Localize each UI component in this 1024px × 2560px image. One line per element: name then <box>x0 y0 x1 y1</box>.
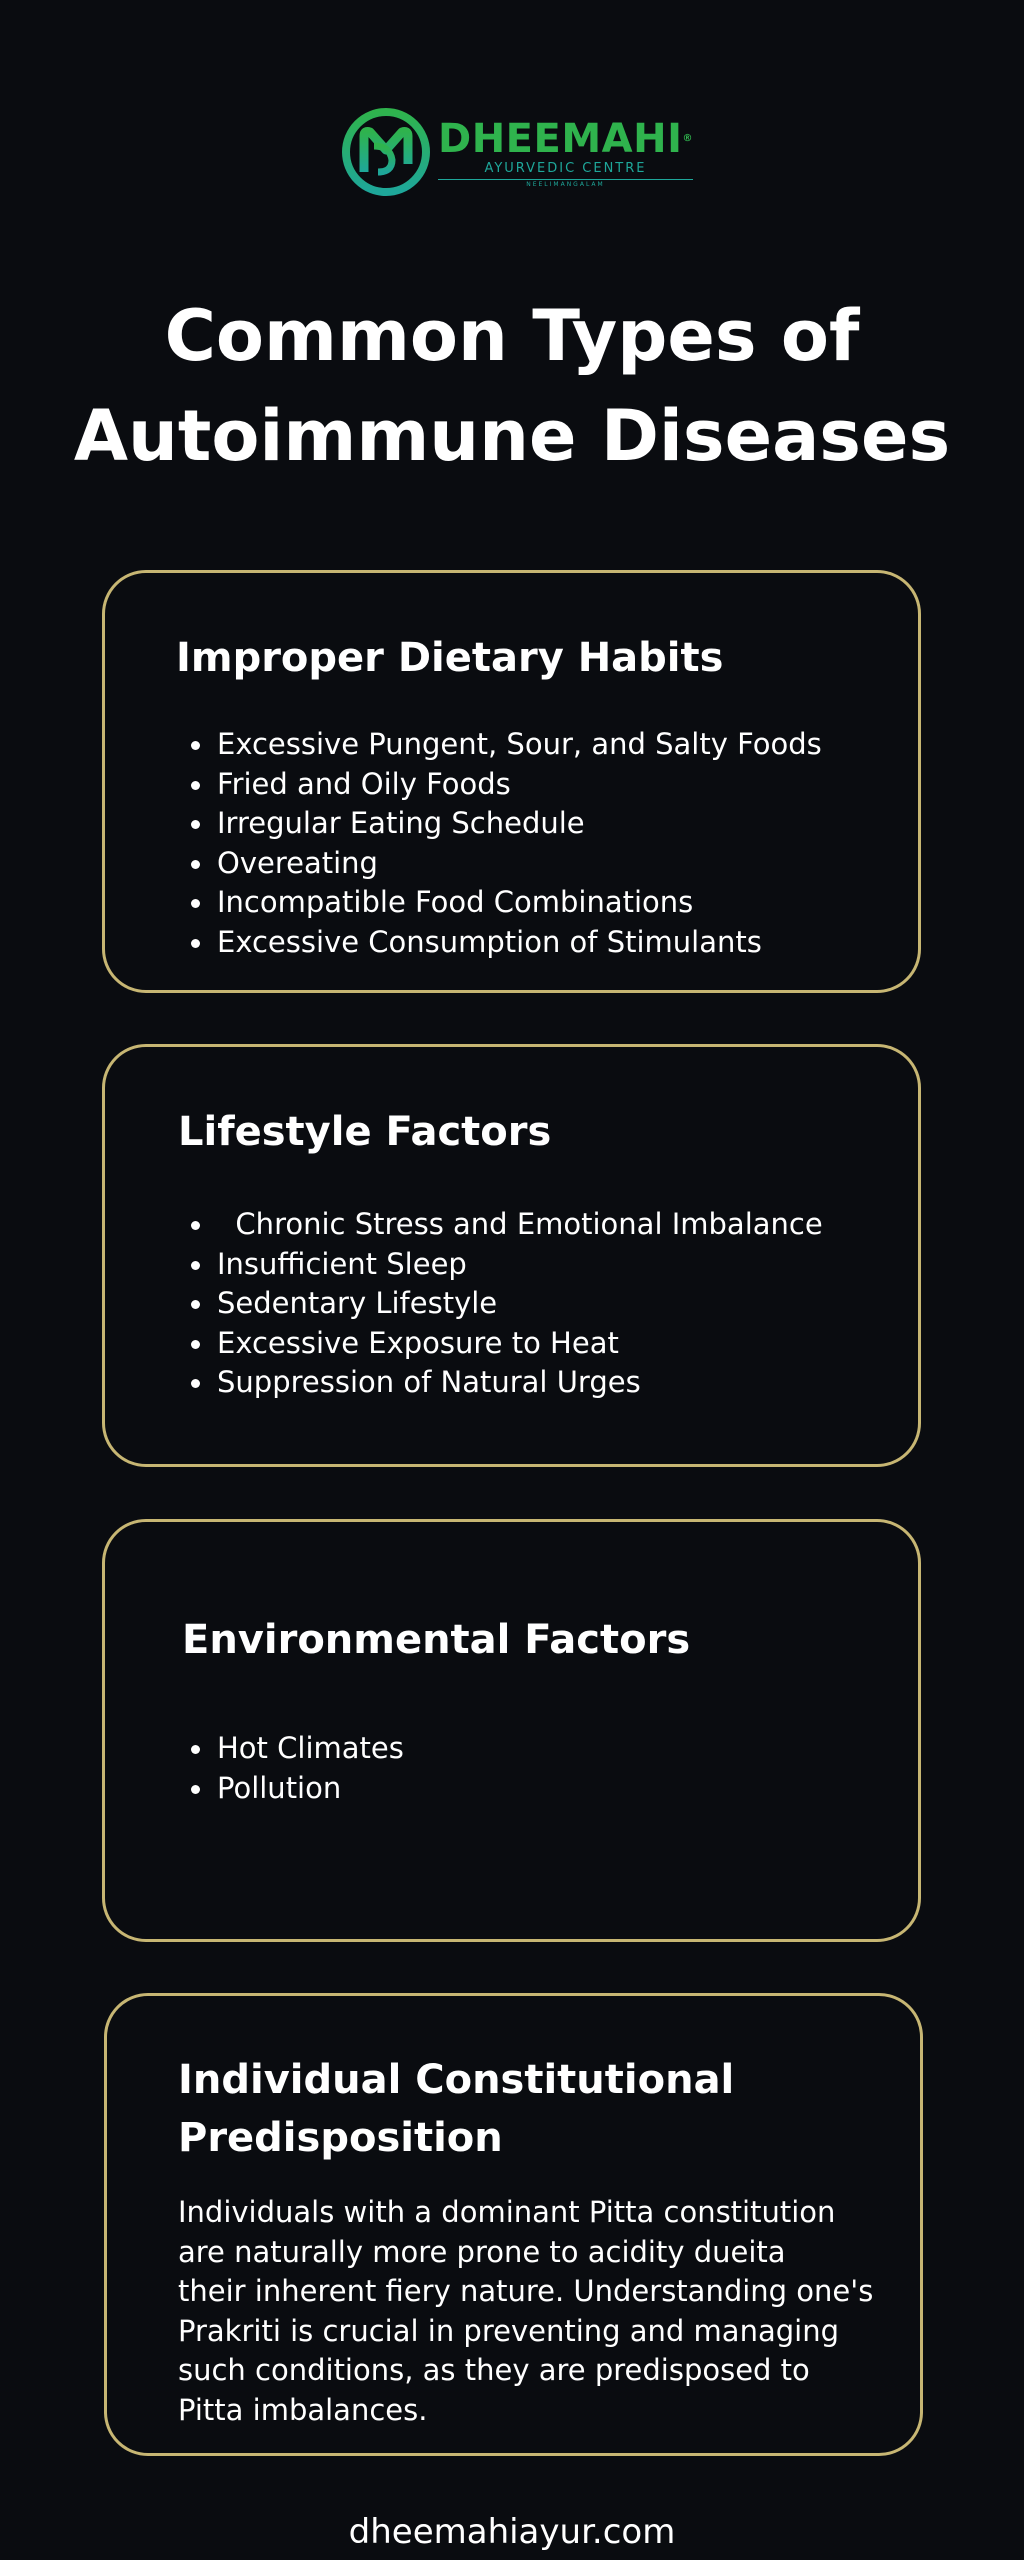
bullet-icon <box>191 1379 200 1388</box>
list-item: Excessive Consumption of Stimulants <box>217 923 822 963</box>
card-heading-line-2: Predisposition <box>178 2115 503 2161</box>
card-dietary-habits <box>102 570 921 993</box>
footer-website-link[interactable]: dheemahiayur.com <box>348 2512 676 2552</box>
paragraph-line: their inherent fiery nature. Understanding one's <box>178 2274 874 2309</box>
card-list <box>217 725 822 963</box>
list-item: Irregular Eating Schedule <box>217 804 822 844</box>
card-environmental-factors <box>102 1519 921 1942</box>
card-heading: Lifestyle Factors <box>178 1109 552 1155</box>
bullet-icon <box>191 820 200 829</box>
bullet-icon <box>191 781 200 790</box>
card-heading-line-1: Individual Constitutional <box>178 2057 735 2103</box>
card-heading: Improper Dietary Habits <box>176 635 724 681</box>
list-item: Chronic Stress and Emotional Imbalance <box>217 1205 823 1245</box>
card-list <box>217 1205 823 1403</box>
list-item: Insufficient Sleep <box>217 1245 823 1285</box>
list-item: Sedentary Lifestyle <box>217 1284 823 1324</box>
bullet-icon <box>191 1221 200 1230</box>
list-item: Excessive Pungent, Sour, and Salty Foods <box>217 725 822 765</box>
logo-name: DHEEMAHI <box>438 115 683 162</box>
bullet-icon <box>191 1745 200 1754</box>
bullet-icon <box>191 1785 200 1794</box>
list-item: Hot Climates <box>217 1729 404 1769</box>
paragraph-line: are naturally more prone to acidity dueita <box>178 2234 786 2269</box>
bullet-icon <box>191 1261 200 1270</box>
bullet-icon <box>191 1300 200 1309</box>
list-item: Suppression of Natural Urges <box>217 1363 823 1403</box>
list-item: Fried and Oily Foods <box>217 765 822 805</box>
card-list <box>217 1729 404 1808</box>
card-heading <box>178 2051 734 2167</box>
logo-location: NEELIMANGALAM <box>438 179 693 188</box>
registered-mark: ® <box>682 132 693 144</box>
list-item: Pollution <box>217 1769 404 1809</box>
page-title-line-1: Common Types of <box>164 295 860 377</box>
bullet-icon <box>191 741 200 750</box>
logo <box>340 106 693 198</box>
paragraph-line: Individuals with a dominant Pitta constitution <box>178 2195 836 2229</box>
paragraph-line: Pitta imbalances. <box>178 2392 428 2427</box>
list-item: Overeating <box>217 844 822 884</box>
paragraph-line: such conditions, as they are predisposed to <box>178 2353 810 2388</box>
list-item: Excessive Exposure to Heat <box>217 1324 823 1364</box>
card-paragraph <box>178 2193 878 2431</box>
paragraph-line: Prakriti is crucial in preventing and managing <box>178 2313 839 2348</box>
page-title-line-2: Autoimmune Diseases <box>73 395 951 477</box>
card-heading: Environmental Factors <box>182 1617 691 1663</box>
card-constitutional-predisposition <box>104 1993 923 2456</box>
list-item: Incompatible Food Combinations <box>217 883 822 923</box>
logo-mark-icon <box>340 106 432 198</box>
page-title <box>0 286 1024 486</box>
bullet-icon <box>191 1340 200 1349</box>
bullet-icon <box>191 899 200 908</box>
bullet-icon <box>191 860 200 869</box>
card-lifestyle-factors <box>102 1044 921 1467</box>
logo-subtitle: AYURVEDIC CENTRE <box>484 160 647 176</box>
bullet-icon <box>191 939 200 948</box>
